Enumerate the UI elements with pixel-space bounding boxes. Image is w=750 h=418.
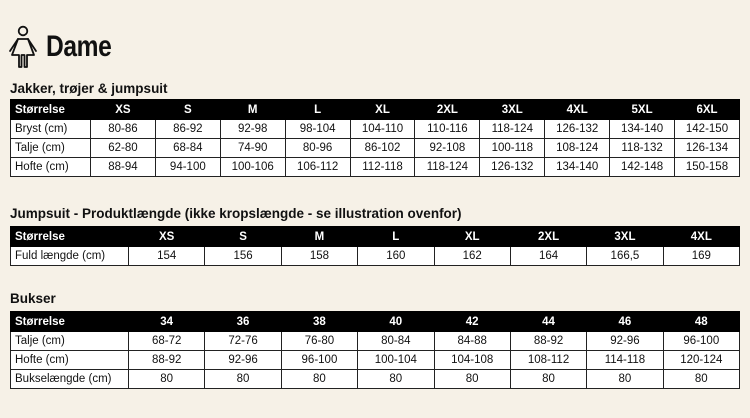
row-label: Bukselængde (cm) [11, 370, 129, 389]
table-cell: 92-96 [587, 332, 663, 351]
table-cell: 80-86 [91, 120, 156, 139]
table-cell: 68-72 [129, 332, 205, 351]
table-cell: 80 [510, 370, 586, 389]
table-cell: 100-104 [358, 351, 434, 370]
column-header: 2XL [415, 100, 480, 120]
row-label: Hofte (cm) [11, 158, 91, 177]
page-title: Dame [46, 30, 112, 63]
table-cell: 142-148 [610, 158, 675, 177]
table-cell: 114-118 [587, 351, 663, 370]
table-row [11, 332, 740, 351]
page-header [8, 22, 126, 72]
table-cell: 74-90 [220, 139, 285, 158]
column-header-size: Størrelse [11, 312, 129, 332]
table-cell: 80-96 [285, 139, 350, 158]
table-cell: 80 [434, 370, 510, 389]
column-header: M [220, 100, 285, 120]
column-header: 3XL [480, 100, 545, 120]
table-cell: 110-116 [415, 120, 480, 139]
column-header: 40 [358, 312, 434, 332]
column-header: XL [350, 100, 415, 120]
column-header: 6XL [675, 100, 740, 120]
table-cell: 72-76 [205, 332, 281, 351]
table-cell: 142-150 [675, 120, 740, 139]
table-cell: 118-124 [480, 120, 545, 139]
table-cell: 104-110 [350, 120, 415, 139]
jackets-title: Jakker, trøjer & jumpsuit [10, 81, 168, 96]
pants-size-table [10, 311, 740, 389]
row-label: Fuld længde (cm) [11, 247, 129, 266]
table-cell: 126-132 [545, 120, 610, 139]
table-cell: 84-88 [434, 332, 510, 351]
table-cell: 76-80 [281, 332, 357, 351]
row-label: Talje (cm) [11, 332, 129, 351]
table-row [11, 351, 740, 370]
table-cell: 112-118 [350, 158, 415, 177]
column-header: XS [91, 100, 156, 120]
table-cell: 100-118 [480, 139, 545, 158]
table-cell: 68-84 [155, 139, 220, 158]
column-header-size: Størrelse [11, 100, 91, 120]
jumpsuit-length-table [10, 226, 740, 266]
table-cell: 150-158 [675, 158, 740, 177]
table-cell: 80 [587, 370, 663, 389]
table-cell: 158 [281, 247, 357, 266]
table-cell: 80-84 [358, 332, 434, 351]
table-cell: 80 [281, 370, 357, 389]
column-header: 46 [587, 312, 663, 332]
column-header-size: Størrelse [11, 227, 129, 247]
column-header: 2XL [510, 227, 586, 247]
table-cell: 92-98 [220, 120, 285, 139]
table-cell: 80 [663, 370, 739, 389]
table-cell: 96-100 [281, 351, 357, 370]
column-header: 34 [129, 312, 205, 332]
table-cell: 126-132 [480, 158, 545, 177]
table-row [11, 158, 740, 177]
pants-title: Bukser [10, 291, 56, 306]
column-header: 4XL [663, 227, 739, 247]
table-header-row [11, 227, 740, 247]
table-cell: 98-104 [285, 120, 350, 139]
column-header: 3XL [587, 227, 663, 247]
table-cell: 134-140 [610, 120, 675, 139]
woman-icon [8, 25, 38, 69]
table-cell: 118-132 [610, 139, 675, 158]
column-header: 4XL [545, 100, 610, 120]
row-label: Bryst (cm) [11, 120, 91, 139]
table-row [11, 247, 740, 266]
table-cell: 80 [205, 370, 281, 389]
table-row [11, 120, 740, 139]
table-cell: 108-112 [510, 351, 586, 370]
column-header: 5XL [610, 100, 675, 120]
column-header: 36 [205, 312, 281, 332]
column-header: 44 [510, 312, 586, 332]
table-cell: 86-102 [350, 139, 415, 158]
table-cell: 92-96 [205, 351, 281, 370]
column-header: XL [434, 227, 510, 247]
table-cell: 88-92 [129, 351, 205, 370]
column-header: XS [129, 227, 205, 247]
table-cell: 88-92 [510, 332, 586, 351]
table-header-row [11, 312, 740, 332]
column-header: L [285, 100, 350, 120]
table-row [11, 139, 740, 158]
table-cell: 88-94 [91, 158, 156, 177]
table-cell: 62-80 [91, 139, 156, 158]
table-cell: 169 [663, 247, 739, 266]
column-header: 38 [281, 312, 357, 332]
table-header-row [11, 100, 740, 120]
column-header: S [155, 100, 220, 120]
table-cell: 100-106 [220, 158, 285, 177]
table-cell: 108-124 [545, 139, 610, 158]
table-cell: 162 [434, 247, 510, 266]
column-header: S [205, 227, 281, 247]
table-cell: 134-140 [545, 158, 610, 177]
table-row [11, 370, 740, 389]
row-label: Talje (cm) [11, 139, 91, 158]
table-cell: 154 [129, 247, 205, 266]
table-cell: 80 [358, 370, 434, 389]
jumpsuit-title: Jumpsuit - Produktlængde (ikke kropslængde - se illustration ovenfor) [10, 206, 462, 221]
table-cell: 96-100 [663, 332, 739, 351]
row-label: Hofte (cm) [11, 351, 129, 370]
table-cell: 156 [205, 247, 281, 266]
table-cell: 86-92 [155, 120, 220, 139]
column-header: 42 [434, 312, 510, 332]
table-cell: 164 [510, 247, 586, 266]
table-cell: 126-134 [675, 139, 740, 158]
column-header: L [358, 227, 434, 247]
table-cell: 118-124 [415, 158, 480, 177]
table-cell: 160 [358, 247, 434, 266]
table-cell: 104-108 [434, 351, 510, 370]
table-cell: 166,5 [587, 247, 663, 266]
table-cell: 120-124 [663, 351, 739, 370]
table-cell: 80 [129, 370, 205, 389]
table-cell: 92-108 [415, 139, 480, 158]
table-cell: 106-112 [285, 158, 350, 177]
column-header: M [281, 227, 357, 247]
column-header: 48 [663, 312, 739, 332]
table-cell: 94-100 [155, 158, 220, 177]
jackets-size-table [10, 99, 740, 177]
